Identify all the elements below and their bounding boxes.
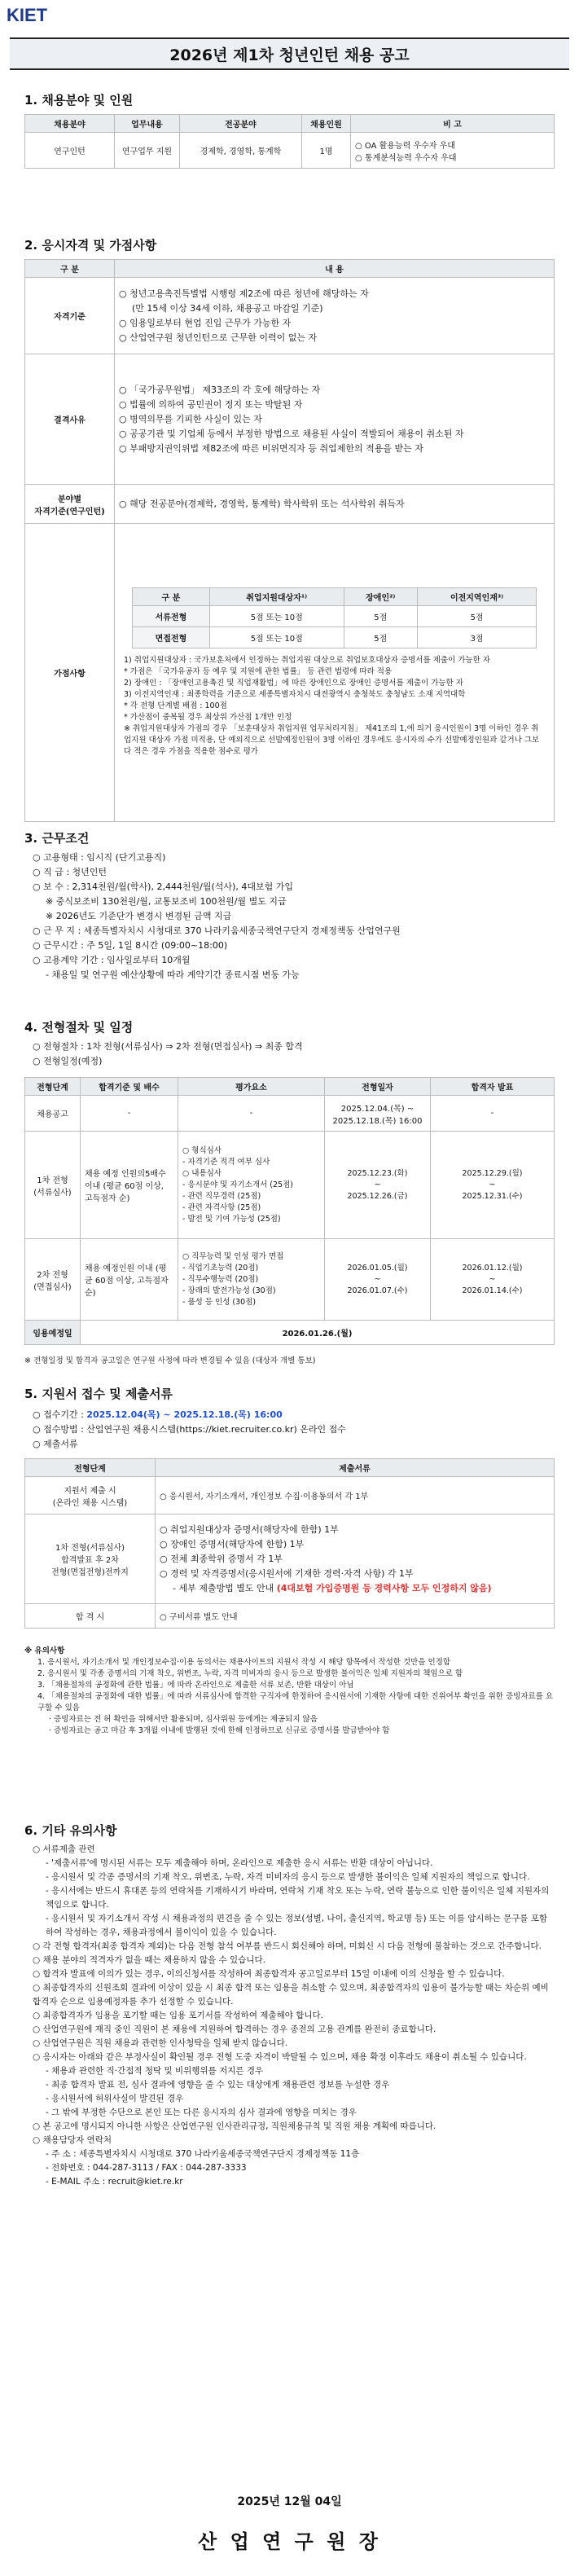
text-line: ○ 합격자 발표에 이의가 있는 경우, 이의신청서를 작성하여 최종합격자 공고일로부터 15일 이내에 이의 신청을 할 수 있습니다.	[33, 1969, 505, 1979]
note-line: * 가산점이 중복될 경우 최상위 가산점 1개만 인정	[124, 713, 292, 722]
text-line: - 응시원서 및 각종 증명서의 기재 착오, 위변조, 누락, 자격 미비자의 응시 등으로 발생한 불이익은 일체 지원자의 책임으로 합니다.	[46, 1872, 530, 1882]
col-header: 전형단계	[25, 1459, 156, 1477]
application-notes	[24, 1646, 555, 1737]
text-line: ○ 고용형태 : 임시직 (단기고용직)	[33, 852, 166, 863]
date-line: 2025.12.31.(수)	[462, 1191, 523, 1201]
table-cell	[115, 354, 555, 485]
text-line: - 채용일 및 연구원 예산상황에 따라 계약기간 종료시점 변동 가능	[46, 969, 300, 980]
text-line: - 전화번호 : 044-287-3113 / FAX : 044-287-3333	[46, 2163, 247, 2173]
text-line	[160, 1581, 550, 1596]
text-line: - 응시서에는 반드시 휴대폰 등의 연락처를 기재하시기 바라며, 연락처 기재 착오 또는 누락, 연락 불능으로 인한 불이익은 일체 지원자의 책임으로 합니다.	[46, 1886, 550, 1910]
notes-title: ※ 유의사항	[24, 1646, 65, 1655]
date-line: 2026.01.05.(월)	[347, 1263, 408, 1273]
note-line: 1) 취업지원대상자 : 국가보훈처에서 인정하는 취업지원 대상으로 취업보호대상자 증명서를 제출이 가능한 자	[124, 656, 490, 665]
text-line: ○ 서류제출 관련	[33, 1844, 95, 1854]
period-line	[33, 1408, 555, 1422]
text-line: ○ 청년고용촉진특별법 시행령 제2조에 따른 청년에 해당하는 자	[119, 288, 369, 299]
table-cell: 경제학, 경영학, 통계학	[180, 133, 302, 169]
table-cell: -	[81, 1096, 178, 1132]
col-header: 내 용	[115, 260, 555, 278]
table-cell: 채용공고	[25, 1096, 81, 1132]
table-cell: -	[178, 1096, 325, 1132]
eval-line: - 직업기초능력 (20점)	[182, 1263, 259, 1273]
table-cell	[325, 1132, 431, 1239]
section-5-heading: 5. 지원서 접수 및 제출서류	[24, 1387, 173, 1401]
text-line: - 채용과 관련한 직·간접적 청탁 및 비위행위를 저지른 경우	[46, 2066, 264, 2076]
date-line: 2025.12.29.(월)	[462, 1168, 523, 1178]
text-line: ○ 응시자는 아래와 같은 부정사실이 확인될 경우 전형 도중 자격이 박탈될 수 있으며, 채용 확정 이후라도 채용이 취소될 수 있습니다.	[33, 2052, 527, 2062]
note-line: 2. 응시원서 및 각종 증명서의 기재 착오, 위변조, 누락, 자격 미비자의 응시 등으로 발생한 불이익은 일체 지원자의 책임으로 함	[37, 1669, 463, 1678]
table-cell: ○ 구비서류 별도 안내	[156, 1604, 555, 1629]
bonus-table	[132, 587, 537, 648]
table-cell	[25, 1132, 81, 1239]
text-line: ○ 공공기관 및 기업체 등에서 부정한 방법으로 채용된 사실이 적발되어 채용이 취소된 자	[119, 428, 464, 439]
note-line: ※ 취업지원대상자 가점의 경우 「보훈대상자 취업지원 업무처리지침」 제41조의 1,에 의거 응시인원이 3명 이하인 경우 취업지원 대상자 가점 미적용, 단 예외적으로 선발예정인원이 3명 이하인 경우에도 응시자의 수가 선발예정인원과 같거나 그보다 적은 경우 가점을 적용한 점수로 평가	[124, 724, 540, 756]
date-line: 2026.01.12.(월)	[462, 1263, 523, 1273]
text-line: (만 15세 이상 34세 이하, 채용공고 마감일 기준)	[132, 302, 323, 314]
table-cell	[25, 1239, 81, 1321]
date-line: 2026.01.07.(수)	[347, 1286, 408, 1295]
text-line: ○ 보 수 : 2,314천원/월(학사), 2,444천원/월(석사), 4대보험 가입	[33, 881, 293, 892]
note-line: ○ OA 활용능력 우수자 우대	[355, 141, 455, 151]
text-line: ○ 근무시간 : 주 5일, 1일 8시간 (09:00~18:00)	[33, 940, 228, 951]
note-line: 1. 응시원서, 자기소개서 및 개인정보수집·이용 동의서는 채용사이트의 지원서 작성 시 해당 항목에서 작성한 것만을 인정함	[37, 1658, 451, 1667]
work-conditions	[33, 851, 555, 982]
text-line: ○ 채용담당자 연락처	[33, 2135, 112, 2145]
text-line: ○ 전형일정(예정)	[33, 1056, 103, 1066]
col-header: 장애인²⁾	[344, 588, 418, 606]
eval-line: - 응시분야 및 자기소개서 (25점)	[182, 1180, 293, 1189]
table-cell	[178, 1132, 325, 1239]
text-line: ○ 접수방법 : 산업연구원 채용시스템(https://kiet.recruiter.co.kr) 온라인 접수	[33, 1424, 346, 1435]
date-line: 2025.12.23.(화)	[347, 1168, 408, 1178]
text-line: ○ 고용계약 기간 : 임사일로부터 10개월	[33, 955, 191, 965]
note-line: · 증빙자료는 공고 마감 후 3개월 이내에 발행된 것에 한해 인정하므로 신규로 증명서를 발급받아야 함	[49, 1726, 390, 1735]
row-label	[25, 485, 115, 524]
note-line: * 가점은 「국가유공자 등 예우 및 지원에 관한 법률」 등 관련 법령에 따라 적용	[124, 667, 393, 676]
date-line: 2026.01.14.(수)	[462, 1286, 523, 1295]
text-line: - 그 밖에 부정한 수단으로 본인 또는 다른 응시자의 심사 결과에 영향을 미치는 경우	[46, 2108, 357, 2117]
text-line: ○ 최종합격자의 신원조회 결과에 이상이 있을 시 최종 합격 또는 임용을 취소할 수 있으며, 최종합격자의 임용이 불가능할 때는 차순위 예비합격자 순으로 임용예정자를 추가 선정할 수 있습니다.	[33, 1983, 549, 2007]
text-line: ○ 산업연구원에 재직 중인 직원이 본 채용에 지원하여 합격하는 경우 종전의 고용 관계를 완전히 종료합니다.	[33, 2024, 436, 2034]
documents-table	[24, 1458, 555, 1629]
label-line: 분야별	[58, 495, 81, 504]
text-line: ○ 전체 최종학위 증명서 각 1부	[160, 1553, 283, 1564]
table-cell: 5점 또는 10점	[209, 627, 344, 648]
stage-line: 1차 전형	[37, 1176, 68, 1185]
date-line: 2025.12.26.(금)	[347, 1191, 408, 1201]
text-line: ○ 병역의무를 기피한 사실이 있는 자	[119, 413, 262, 424]
schedule-table	[24, 1077, 555, 1345]
announcement-date: 2025년 12월 04일	[237, 2495, 342, 2508]
text-line: ○ 직 급 : 청년인턴	[33, 867, 107, 877]
text-line: - 응시원서 및 자기소개서 작성 시 채용과정의 편견을 줄 수 있는 정보(성별, 나이, 출신지역, 학교명 등) 또는 이를 암시하는 문구를 포함하여 작성하는 경우, 채용과정에서 불이익이 있을 수 있습니다.	[46, 1914, 548, 1937]
table-cell: -	[431, 1096, 555, 1132]
col-header: 합격자 발표	[431, 1078, 555, 1096]
table-cell	[25, 1514, 156, 1604]
table-cell	[178, 1239, 325, 1321]
table-cell: ○ 응시원서, 자기소개서, 개인정보 수집·이용동의서 각 1부	[156, 1477, 555, 1514]
text-line: ※ 2026년도 기준단가 변경시 변경된 금액 지급	[46, 911, 232, 921]
label-line: 합격발표 후 2차	[61, 1556, 119, 1565]
label-line: 전형(면접전형)전까지	[51, 1568, 129, 1577]
note-line: 3) 이전지역인재 : 최종학력을 기준으로 세종특별자치시 대전광역시 충청북도 충청남도 소재 지역대학	[124, 690, 466, 699]
text-line: - E-MAIL 주소 : recruit@kiet.re.kr	[46, 2177, 183, 2187]
page-title: 2026년 제1차 청년인턴 채용 공고	[10, 37, 569, 70]
table-cell: 합 격 시	[25, 1604, 156, 1629]
col-header: 채용인원	[302, 115, 351, 133]
qualification-table	[24, 259, 555, 822]
eval-line: - 장래의 발전가능성 (30점)	[182, 1286, 276, 1295]
warning-text: (4대보험 가입증명원 등 경력사항 모두 인정하지 않음)	[276, 1582, 492, 1594]
date-line: ~	[489, 1274, 496, 1284]
issuer-name: 산 업 연 구 원 장	[198, 2530, 381, 2553]
text-line: ○ 법률에 의하여 공민권이 정지 또는 박탈된 자	[119, 398, 303, 410]
kiet-logo: KIET	[7, 5, 48, 25]
col-header: 평가요소	[178, 1078, 325, 1096]
table-cell: 1명	[302, 133, 351, 169]
eval-line: ○ 직무능력 및 인성 평가 면접	[182, 1251, 284, 1261]
col-header: 전형단계	[25, 1078, 81, 1096]
note-line: 2) 장애인 : 「장애인고용촉진 및 직업재활법」에 따른 장애인으로 장애인 증명서를 제출이 가능한 자	[124, 679, 463, 688]
process-intro	[33, 1040, 555, 1069]
col-header: 구 분	[132, 588, 209, 606]
text-line: ○ 장애인 증명서(해당자에 한함) 1부	[160, 1538, 305, 1550]
text-line: ○ 최종합격자가 임용을 포기할 때는 임용 포기서를 작성하여 제출해야 합니다.	[33, 2011, 323, 2020]
note-line: 3. 「채용절차의 공정화에 관한 법률」에 따라 온라인으로 제출한 서류 보존, 반환 대상이 아님	[37, 1681, 354, 1690]
table-cell: 서류전형	[132, 606, 209, 627]
text-line: ※ 중식보조비 130천원/월, 교통보조비 100천원/월 별도 지급	[46, 896, 287, 907]
section-3-heading: 3. 근무조건	[24, 831, 90, 846]
table-cell: 3점	[418, 627, 537, 648]
section-4-heading: 4. 전형절차 및 일정	[24, 1020, 134, 1035]
date-line: ~	[374, 1274, 381, 1284]
text-line: ○ 산업연구원 청년인턴으로 근무한 이력이 없는 자	[119, 332, 318, 343]
text-line: - 최종 합격자 발표 전, 심사 결과에 영향을 줄 수 있는 대상에게 채용관련 정보를 누설한 경우	[46, 2080, 390, 2090]
section-1-heading: 1. 채용분야 및 인원	[24, 93, 134, 108]
eval-line: ○ 형식심사	[182, 1145, 222, 1155]
table-cell	[431, 1132, 555, 1239]
col-header: 합격기준 및 배수	[81, 1078, 178, 1096]
text-line: ○ 본 공고에 명시되지 아니한 사항은 산업연구원 인사관리규정, 직원채용규칙 및 직원 채용 계획에 따릅니다.	[33, 2121, 436, 2131]
col-header: 전형일자	[325, 1078, 431, 1096]
table-cell: 연구인턴	[25, 133, 115, 169]
table-cell: 2026.01.26.(월)	[81, 1321, 555, 1345]
col-header: 제출서류	[156, 1459, 555, 1477]
period-label: ○ 접수기간 :	[33, 1409, 87, 1420]
bonus-notes	[119, 655, 550, 763]
period-value: 2025.12.04(목) ~ 2025.12.18.(목) 16:00	[86, 1409, 283, 1420]
date-line: ~	[489, 1180, 496, 1189]
text-line: ○ 경력 및 자격증명서(응시원서에 기재한 경력·자격 사항) 각 1부	[160, 1567, 414, 1579]
col-header: 구 분	[25, 260, 115, 278]
note-line: · 증빙자료는 전 허 확인을 위해서만 활용되며, 심사위원 등에게는 제공되지 않음	[49, 1715, 318, 1724]
text-line: ○ 임용일로부터 현업 진입 근무가 가능한 자	[119, 317, 292, 328]
label-line: 자격기준(연구인턴)	[34, 507, 105, 517]
label-line: 지원서 제출 시	[64, 1486, 116, 1496]
col-header: 비 고	[351, 115, 555, 133]
table-cell	[351, 133, 555, 169]
table-cell: 연구업무 지원	[115, 133, 180, 169]
text-line: ○ 「국가공무원법」 제33조의 각 호에 해당하는 자	[119, 384, 321, 395]
col-header: 이전지역인재³⁾	[418, 588, 537, 606]
col-header: 취업지원대상자¹⁾	[209, 588, 344, 606]
row-label: 결격사유	[25, 354, 115, 485]
recruitment-table	[24, 114, 555, 169]
stage-line: (면접심사)	[33, 1282, 72, 1292]
text-line: ○ 각 전형 합격자(최종 합격자 제외)는 다음 전형 참석 여부를 반드시 회신해야 하며, 미회신 시 다음 전형에 불참하는 것으로 간주합니다.	[33, 1941, 542, 1951]
text-line: - 응시원서에 허위사실이 발견된 경우	[46, 2094, 184, 2103]
table-cell: 2025.12.04.(목) ~ 2025.12.18.(목) 16:00	[325, 1096, 431, 1132]
eval-line: ○ 내용심사	[182, 1168, 222, 1178]
text-line: ○ 전형절차 : 1차 전형(서류심사) ⇒ 2차 전형(면접심사) ⇒ 최종 합격	[33, 1041, 303, 1052]
section-6-heading: 6. 기타 유의사항	[24, 1823, 117, 1838]
note-line: 4. 「채용절차의 공정화에 대한 법률」에 따라 서류심사에 합격한 구직자에 한정하여 응시원서에 기재한 사항에 대한 진위여부 확인을 위한 증빙자료를 요구할 수 있음	[37, 1692, 554, 1712]
text-line: - '제출서류'에 명시된 서류는 모두 제출해야 하며, 온라인으로 제출한 응시 서류는 반환 대상이 아닙니다.	[46, 1858, 433, 1868]
schedule-footnote: ※ 전형일정 및 합격자 공고일은 연구원 사정에 따라 변경될 수 있음 (대상자 개별 통보)	[24, 1356, 316, 1365]
table-cell: 채용 예정인원 이내 (평균 60점 이상, 고득점자 순)	[81, 1239, 178, 1321]
table-cell	[325, 1239, 431, 1321]
row-label: 자격기준	[25, 278, 115, 354]
stage-line: 2차 전형	[37, 1270, 68, 1280]
text-fragment: - 세부 제출방법 별도 안내	[173, 1582, 277, 1594]
eval-line: - 발전 및 기여 가능성 (25점)	[182, 1214, 281, 1224]
row-label: 임용예정일	[25, 1321, 81, 1345]
text-line: ○ 제출서류	[33, 1439, 78, 1449]
eval-line: - 관련 직무경력 (25점)	[182, 1191, 261, 1201]
text-line: ○ 근 무 지 : 세종특별자치시 시청대로 370 나라키움세종국책연구단지 경제정책동 산업연구원	[33, 925, 401, 936]
table-cell	[156, 1514, 555, 1604]
table-cell: 5점	[344, 627, 418, 648]
text-line: - 주 소 : 세종특별자치시 시청대로 370 나라키움세종국책연구단지 경제정책동 11층	[46, 2149, 360, 2159]
eval-line: - 직무수행능력 (20점)	[182, 1274, 259, 1284]
table-cell: 5점	[418, 606, 537, 627]
eval-line: - 자격기준 적격 여부 심사	[182, 1157, 270, 1167]
label-line: (온라인 채용 시스템)	[52, 1498, 128, 1508]
label-line: 1차 전형(서류심사)	[55, 1544, 125, 1553]
date-line: ~	[374, 1180, 381, 1189]
eval-line: - 관련 자격사항 (25점)	[182, 1202, 261, 1212]
col-header: 전공분야	[180, 115, 302, 133]
table-cell: 면접전형	[132, 627, 209, 648]
section-2-heading: 2. 응시자격 및 가점사항	[24, 238, 157, 253]
col-header: 업무내용	[115, 115, 180, 133]
table-cell: ○ 해당 전공분야(경제학, 경영학, 통계학) 학사학위 또는 석사학위 취득자	[115, 485, 555, 524]
table-cell	[25, 1477, 156, 1514]
table-cell	[115, 278, 555, 354]
row-label: 가점사항	[25, 524, 115, 822]
col-header: 채용분야	[25, 115, 115, 133]
application-info	[33, 1408, 555, 1452]
note-line: ○ 통계분석능력 우수자 우대	[355, 153, 457, 163]
text-line: ○ 채용 분야의 적격자가 없을 때는 채용하지 않을 수 있습니다.	[33, 1955, 265, 1965]
eval-line: - 품성 등 인성 (30점)	[182, 1297, 257, 1307]
table-cell: 채용 예정 인원의5배수 이내 (평균 60점 이상, 고득점자 순)	[81, 1132, 178, 1239]
text-line: ○ 산업연구원은 직원 채용과 관련한 인사청탁을 일체 받지 않습니다.	[33, 2038, 288, 2048]
note-line: * 각 전형 단계별 배점 : 100점	[124, 701, 227, 710]
other-notes	[33, 1843, 555, 2189]
text-line: ○ 부패방지권익위법 제82조에 따른 비위면직자 등 취업제한의 적용을 받는 자	[119, 442, 423, 454]
table-cell	[115, 524, 555, 822]
table-cell: 5점 또는 10점	[209, 606, 344, 627]
stage-line: (서류심사)	[33, 1188, 72, 1198]
table-cell	[431, 1239, 555, 1321]
text-line: ○ 취업지원대상자 증명서(해당자에 한함) 1부	[160, 1523, 339, 1535]
table-cell: 5점	[344, 606, 418, 627]
